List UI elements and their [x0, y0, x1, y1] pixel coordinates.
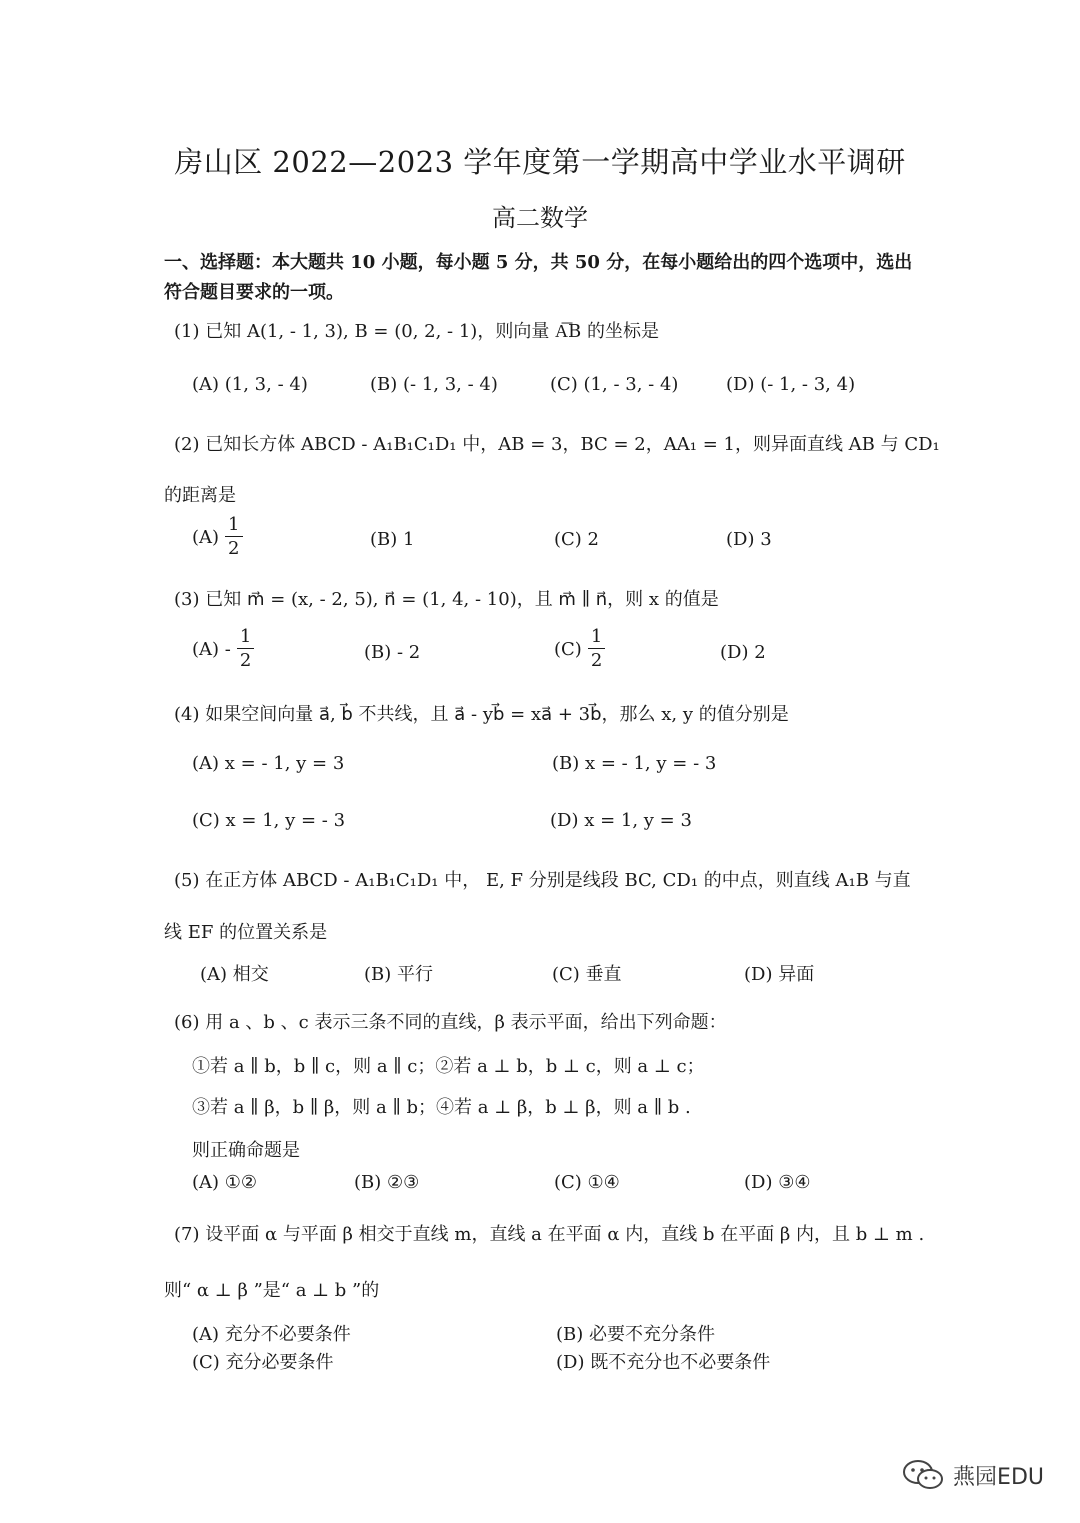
fraction-numerator: 1: [225, 516, 242, 537]
fraction-denominator: 2: [228, 538, 240, 559]
question-2-option-d: (D) 3: [726, 529, 772, 550]
question-3-option-d: (D) 2: [720, 642, 766, 663]
question-3-option-a: [192, 628, 254, 670]
question-5-option-a: (A) 相交: [200, 964, 269, 985]
question-6-option-a: (A) ①②: [192, 1172, 258, 1193]
question-2-option-a: [192, 516, 243, 558]
question-5-option-c: (C) 垂直: [552, 964, 622, 985]
question-7-stem-line1: (7) 设平面 α 与平面 β 相交于直线 m，直线 a 在平面 α 内，直线 b 在平面 β 内，且 b ⊥ m .: [174, 1224, 925, 1245]
question-7-option-b: (B) 必要不充分条件: [556, 1324, 715, 1345]
question-2-stem-line2: 的距离是: [164, 485, 236, 506]
question-2-option-b: (B) 1: [370, 529, 415, 550]
question-3-option-c: [554, 628, 605, 670]
question-4-stem: (4) 如果空间向量 a⃗, b⃗ 不共线，且 a⃗ - yb⃗ = xa⃗ + 3b⃗，那么 x, y 的值分别是: [174, 704, 789, 725]
question-6-option-d: (D) ③④: [744, 1172, 811, 1193]
page-subtitle: 高二数学: [492, 204, 588, 232]
question-6-stem-line3: ③若 a ∥ β，b ∥ β，则 a ∥ b；④若 a ⊥ β，b ⊥ β，则 a ∥ b .: [192, 1097, 691, 1118]
question-4-option-b: (B) x = - 1, y = - 3: [552, 753, 717, 774]
question-2-option-a-label: (A): [192, 526, 220, 548]
question-5-stem-line1: (5) 在正方体 ABCD - A₁B₁C₁D₁ 中， E, F 分别是线段 BC, CD₁ 的中点，则直线 A₁B 与直: [174, 870, 911, 891]
question-1-option-b: (B) (- 1, 3, - 4): [370, 374, 498, 395]
question-7-stem-line2: 则“ α ⊥ β ”是“ a ⊥ b ”的: [164, 1280, 380, 1301]
question-7-option-a: (A) 充分不必要条件: [192, 1324, 351, 1345]
question-3-option-c-fraction: [588, 628, 605, 670]
question-3-stem: (3) 已知 m⃗ = (x, - 2, 5), n⃗ = (1, 4, - 10)，且 m⃗ ∥ n⃗，则 x 的值是: [174, 589, 719, 610]
page-title: 房山区 2022—2023 学年度第一学期高中学业水平调研: [174, 145, 906, 179]
question-1-option-d: (D) (- 1, - 3, 4): [726, 374, 856, 395]
question-2-option-c: (C) 2: [554, 529, 599, 550]
question-5-option-b: (B) 平行: [364, 964, 433, 985]
question-7-option-c: (C) 充分必要条件: [192, 1352, 334, 1373]
question-4-option-d: (D) x = 1, y = 3: [550, 810, 692, 831]
fraction-denominator: 2: [590, 650, 603, 671]
question-1-stem: (1) 已知 A(1, - 1, 3), B = (0, 2, - 1)，则向量 A͞B 的坐标是: [174, 321, 659, 342]
fraction-denominator: 2: [239, 650, 252, 671]
question-3-option-b: (B) - 2: [364, 642, 421, 663]
question-2-option-a-fraction: [225, 516, 242, 558]
question-1-option-a: (A) (1, 3, - 4): [192, 374, 308, 395]
question-7-option-d: (D) 既不充分也不必要条件: [556, 1352, 771, 1373]
question-4-option-a: (A) x = - 1, y = 3: [192, 753, 345, 774]
question-6-option-b: (B) ②③: [354, 1172, 420, 1193]
question-3-option-a-label: (A) -: [192, 638, 231, 660]
question-5-stem-line2: 线 EF 的位置关系是: [164, 922, 328, 943]
watermark: [901, 1458, 1044, 1492]
question-3-option-a-fraction: [237, 628, 254, 670]
question-5-option-d: (D) 异面: [744, 964, 815, 985]
section-heading-line1: 一、选择题：本大题共 10 小题，每小题 5 分，共 50 分，在每小题给出的四个选项中，选出: [164, 252, 913, 273]
question-6-option-c: (C) ①④: [554, 1172, 620, 1193]
question-2-stem-line1: (2) 已知长方体 ABCD - A₁B₁C₁D₁ 中，AB = 3，BC = 2，AA₁ = 1，则异面直线 AB 与 CD₁: [174, 434, 940, 455]
question-3-option-c-label: (C): [554, 638, 582, 660]
watermark-text: 燕园EDU: [953, 1464, 1044, 1490]
question-1-option-c: (C) (1, - 3, - 4): [550, 374, 679, 395]
question-6-stem-line2: ①若 a ∥ b，b ∥ c，则 a ∥ c；②若 a ⊥ b，b ⊥ c，则 a ⊥ c；: [192, 1056, 705, 1077]
fraction-numerator: 1: [237, 628, 254, 649]
question-6-stem-line4: 则正确命题是: [192, 1140, 300, 1161]
question-4-option-c: (C) x = 1, y = - 3: [192, 810, 346, 831]
fraction-numerator: 1: [588, 628, 605, 649]
question-6-stem-line1: (6) 用 a 、b 、c 表示三条不同的直线，β 表示平面，给出下列命题：: [174, 1012, 727, 1033]
section-heading-line2: 符合题目要求的一项。: [164, 282, 344, 303]
wechat-icon: [901, 1458, 945, 1492]
